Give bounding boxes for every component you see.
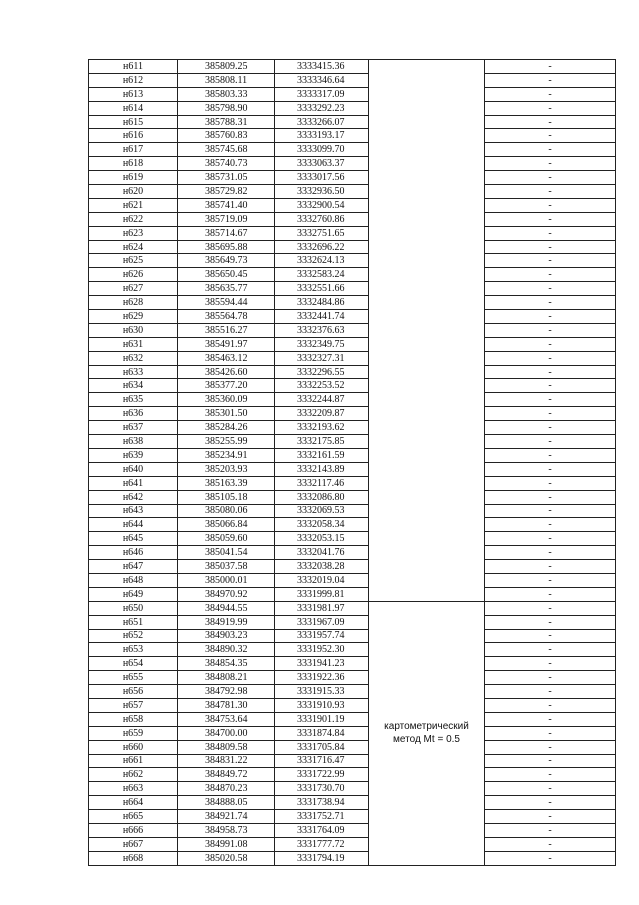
table-row [89, 254, 616, 268]
table-row [89, 379, 616, 393]
y-coordinate-cell: 3331716.47 [275, 754, 369, 768]
dash-cell: - [485, 435, 616, 449]
point-id-cell: н642 [89, 490, 178, 504]
table-row [89, 212, 616, 226]
x-coordinate-cell: 385066.84 [178, 518, 275, 532]
y-coordinate-cell: 3333292.23 [275, 101, 369, 115]
dash-cell: - [485, 754, 616, 768]
x-coordinate-cell: 384700.00 [178, 726, 275, 740]
x-coordinate-cell: 384808.21 [178, 671, 275, 685]
table-row [89, 185, 616, 199]
y-coordinate-cell: 3331941.23 [275, 657, 369, 671]
point-id-cell: н623 [89, 226, 178, 240]
y-coordinate-cell: 3332041.76 [275, 546, 369, 560]
table-row [89, 73, 616, 87]
table-row [89, 87, 616, 101]
dash-cell: - [485, 837, 616, 851]
point-id-cell: н640 [89, 462, 178, 476]
table-row [89, 393, 616, 407]
method-cell-empty [369, 60, 485, 602]
dash-cell: - [485, 185, 616, 199]
y-coordinate-cell: 3332253.52 [275, 379, 369, 393]
x-coordinate-cell: 385377.20 [178, 379, 275, 393]
table-row [89, 129, 616, 143]
table-row [89, 712, 616, 726]
point-id-cell: н621 [89, 198, 178, 212]
point-id-cell: н620 [89, 185, 178, 199]
x-coordinate-cell: 384921.74 [178, 810, 275, 824]
dash-cell: - [485, 101, 616, 115]
dash-cell: - [485, 337, 616, 351]
dash-cell: - [485, 810, 616, 824]
y-coordinate-cell: 3332193.62 [275, 421, 369, 435]
point-id-cell: н638 [89, 435, 178, 449]
y-coordinate-cell: 3332244.87 [275, 393, 369, 407]
point-id-cell: н615 [89, 115, 178, 129]
dash-cell: - [485, 740, 616, 754]
x-coordinate-cell: 385203.93 [178, 462, 275, 476]
table-row [89, 837, 616, 851]
x-coordinate-cell: 385803.33 [178, 87, 275, 101]
point-id-cell: н613 [89, 87, 178, 101]
y-coordinate-cell: 3332117.46 [275, 476, 369, 490]
x-coordinate-cell: 384854.35 [178, 657, 275, 671]
y-coordinate-cell: 3332936.50 [275, 185, 369, 199]
y-coordinate-cell: 3331752.71 [275, 810, 369, 824]
dash-cell: - [485, 532, 616, 546]
dash-cell: - [485, 379, 616, 393]
dash-cell: - [485, 365, 616, 379]
table-row [89, 671, 616, 685]
point-id-cell: н652 [89, 629, 178, 643]
table-row [89, 629, 616, 643]
table-row [89, 351, 616, 365]
table-row [89, 490, 616, 504]
y-coordinate-cell: 3332038.28 [275, 560, 369, 574]
x-coordinate-cell: 385808.11 [178, 73, 275, 87]
point-id-cell: н616 [89, 129, 178, 143]
dash-cell: - [485, 560, 616, 574]
point-id-cell: н661 [89, 754, 178, 768]
y-coordinate-cell: 3333099.70 [275, 143, 369, 157]
table-row [89, 546, 616, 560]
point-id-cell: н651 [89, 615, 178, 629]
point-id-cell: н625 [89, 254, 178, 268]
dash-cell: - [485, 657, 616, 671]
dash-cell: - [485, 282, 616, 296]
y-coordinate-cell: 3332441.74 [275, 310, 369, 324]
table-row [89, 476, 616, 490]
y-coordinate-cell: 3332327.31 [275, 351, 369, 365]
dash-cell: - [485, 462, 616, 476]
point-id-cell: н636 [89, 407, 178, 421]
table-row [89, 282, 616, 296]
y-coordinate-cell: 3332296.55 [275, 365, 369, 379]
point-id-cell: н634 [89, 379, 178, 393]
x-coordinate-cell: 385731.05 [178, 171, 275, 185]
y-coordinate-cell: 3332376.63 [275, 323, 369, 337]
x-coordinate-cell: 384781.30 [178, 698, 275, 712]
x-coordinate-cell: 385741.40 [178, 198, 275, 212]
table-row [89, 796, 616, 810]
x-coordinate-cell: 385360.09 [178, 393, 275, 407]
table-row [89, 323, 616, 337]
x-coordinate-cell: 385809.25 [178, 60, 275, 74]
point-id-cell: н645 [89, 532, 178, 546]
table-row [89, 726, 616, 740]
point-id-cell: н622 [89, 212, 178, 226]
x-coordinate-cell: 385255.99 [178, 435, 275, 449]
y-coordinate-cell: 3333063.37 [275, 157, 369, 171]
dash-cell: - [485, 157, 616, 171]
x-coordinate-cell: 384903.23 [178, 629, 275, 643]
y-coordinate-cell: 3332583.24 [275, 268, 369, 282]
x-coordinate-cell: 385426.60 [178, 365, 275, 379]
dash-cell: - [485, 490, 616, 504]
table-row [89, 685, 616, 699]
y-coordinate-cell: 3331967.09 [275, 615, 369, 629]
table-row [89, 504, 616, 518]
x-coordinate-cell: 385059.60 [178, 532, 275, 546]
point-id-cell: н611 [89, 60, 178, 74]
x-coordinate-cell: 385714.67 [178, 226, 275, 240]
point-id-cell: н624 [89, 240, 178, 254]
y-coordinate-cell: 3332086.80 [275, 490, 369, 504]
point-id-cell: н668 [89, 851, 178, 865]
point-id-cell: н643 [89, 504, 178, 518]
dash-cell: - [485, 226, 616, 240]
x-coordinate-cell: 384944.55 [178, 601, 275, 615]
y-coordinate-cell: 3332209.87 [275, 407, 369, 421]
x-coordinate-cell: 385729.82 [178, 185, 275, 199]
x-coordinate-cell: 385020.58 [178, 851, 275, 865]
table-row [89, 171, 616, 185]
x-coordinate-cell: 384888.05 [178, 796, 275, 810]
table-row [89, 698, 616, 712]
x-coordinate-cell: 384970.92 [178, 587, 275, 601]
y-coordinate-cell: 3331915.33 [275, 685, 369, 699]
point-id-cell: н654 [89, 657, 178, 671]
y-coordinate-cell: 3331794.19 [275, 851, 369, 865]
table-row [89, 240, 616, 254]
point-id-cell: н666 [89, 823, 178, 837]
dash-cell: - [485, 171, 616, 185]
dash-cell: - [485, 448, 616, 462]
dash-cell: - [485, 323, 616, 337]
dash-cell: - [485, 240, 616, 254]
x-coordinate-cell: 385234.91 [178, 448, 275, 462]
table-row [89, 810, 616, 824]
x-coordinate-cell: 385080.06 [178, 504, 275, 518]
x-coordinate-cell: 384870.23 [178, 782, 275, 796]
y-coordinate-cell: 3333017.56 [275, 171, 369, 185]
x-coordinate-cell: 385491.97 [178, 337, 275, 351]
table-row [89, 754, 616, 768]
table-row [89, 823, 616, 837]
method-cell: картометрический метод Mt = 0.5 [369, 601, 485, 865]
dash-cell: - [485, 504, 616, 518]
y-coordinate-cell: 3332069.53 [275, 504, 369, 518]
x-coordinate-cell: 384919.99 [178, 615, 275, 629]
table-row [89, 101, 616, 115]
y-coordinate-cell: 3331981.97 [275, 601, 369, 615]
x-coordinate-cell: 384809.58 [178, 740, 275, 754]
dash-cell: - [485, 407, 616, 421]
y-coordinate-cell: 3331777.72 [275, 837, 369, 851]
point-id-cell: н647 [89, 560, 178, 574]
x-coordinate-cell: 385000.01 [178, 573, 275, 587]
point-id-cell: н633 [89, 365, 178, 379]
x-coordinate-cell: 385788.31 [178, 115, 275, 129]
x-coordinate-cell: 384991.08 [178, 837, 275, 851]
point-id-cell: н650 [89, 601, 178, 615]
y-coordinate-cell: 3332349.75 [275, 337, 369, 351]
dash-cell: - [485, 296, 616, 310]
y-coordinate-cell: 3332484.86 [275, 296, 369, 310]
table-row [89, 560, 616, 574]
point-id-cell: н617 [89, 143, 178, 157]
y-coordinate-cell: 3331901.19 [275, 712, 369, 726]
table-row [89, 435, 616, 449]
point-id-cell: н663 [89, 782, 178, 796]
point-id-cell: н635 [89, 393, 178, 407]
dash-cell: - [485, 310, 616, 324]
x-coordinate-cell: 385594.44 [178, 296, 275, 310]
table-row [89, 643, 616, 657]
dash-cell: - [485, 421, 616, 435]
point-id-cell: н660 [89, 740, 178, 754]
x-coordinate-cell: 385760.83 [178, 129, 275, 143]
point-id-cell: н627 [89, 282, 178, 296]
dash-cell: - [485, 129, 616, 143]
table-row [89, 740, 616, 754]
point-id-cell: н646 [89, 546, 178, 560]
table-row [89, 365, 616, 379]
dash-cell: - [485, 254, 616, 268]
point-id-cell: н641 [89, 476, 178, 490]
point-id-cell: н655 [89, 671, 178, 685]
x-coordinate-cell: 385463.12 [178, 351, 275, 365]
y-coordinate-cell: 3332143.89 [275, 462, 369, 476]
table-row [89, 587, 616, 601]
dash-cell: - [485, 629, 616, 643]
table-row [89, 573, 616, 587]
dash-cell: - [485, 671, 616, 685]
dash-cell: - [485, 198, 616, 212]
dash-cell: - [485, 768, 616, 782]
point-id-cell: н649 [89, 587, 178, 601]
x-coordinate-cell: 384792.98 [178, 685, 275, 699]
dash-cell: - [485, 712, 616, 726]
x-coordinate-cell: 384849.72 [178, 768, 275, 782]
point-id-cell: н632 [89, 351, 178, 365]
point-id-cell: н631 [89, 337, 178, 351]
table-row [89, 601, 616, 615]
x-coordinate-cell: 385798.90 [178, 101, 275, 115]
x-coordinate-cell: 384890.32 [178, 643, 275, 657]
y-coordinate-cell: 3333346.64 [275, 73, 369, 87]
point-id-cell: н667 [89, 837, 178, 851]
dash-cell: - [485, 643, 616, 657]
table-row [89, 448, 616, 462]
point-id-cell: н614 [89, 101, 178, 115]
x-coordinate-cell: 385516.27 [178, 323, 275, 337]
table-row [89, 268, 616, 282]
x-coordinate-cell: 384831.22 [178, 754, 275, 768]
y-coordinate-cell: 3332551.66 [275, 282, 369, 296]
point-id-cell: н664 [89, 796, 178, 810]
dash-cell: - [485, 796, 616, 810]
x-coordinate-cell: 385649.73 [178, 254, 275, 268]
dash-cell: - [485, 587, 616, 601]
x-coordinate-cell: 385105.18 [178, 490, 275, 504]
table-row [89, 532, 616, 546]
point-id-cell: н618 [89, 157, 178, 171]
dash-cell: - [485, 268, 616, 282]
point-id-cell: н629 [89, 310, 178, 324]
dash-cell: - [485, 351, 616, 365]
dash-cell: - [485, 73, 616, 87]
point-id-cell: н637 [89, 421, 178, 435]
x-coordinate-cell: 385301.50 [178, 407, 275, 421]
dash-cell: - [485, 823, 616, 837]
point-id-cell: н662 [89, 768, 178, 782]
point-id-cell: н657 [89, 698, 178, 712]
y-coordinate-cell: 3332019.04 [275, 573, 369, 587]
y-coordinate-cell: 3332624.13 [275, 254, 369, 268]
coordinates-table-body [89, 60, 616, 866]
table-row [89, 226, 616, 240]
y-coordinate-cell: 3332751.65 [275, 226, 369, 240]
dash-cell: - [485, 685, 616, 699]
table-row [89, 115, 616, 129]
x-coordinate-cell: 385564.78 [178, 310, 275, 324]
x-coordinate-cell: 384753.64 [178, 712, 275, 726]
dash-cell: - [485, 546, 616, 560]
y-coordinate-cell: 3331910.93 [275, 698, 369, 712]
table-row [89, 407, 616, 421]
y-coordinate-cell: 3331957.74 [275, 629, 369, 643]
y-coordinate-cell: 3331952.30 [275, 643, 369, 657]
table-row [89, 60, 616, 74]
point-id-cell: н653 [89, 643, 178, 657]
dash-cell: - [485, 601, 616, 615]
point-id-cell: н658 [89, 712, 178, 726]
point-id-cell: н648 [89, 573, 178, 587]
y-coordinate-cell: 3331705.84 [275, 740, 369, 754]
dash-cell: - [485, 615, 616, 629]
dash-cell: - [485, 726, 616, 740]
y-coordinate-cell: 3332900.54 [275, 198, 369, 212]
x-coordinate-cell: 385037.58 [178, 560, 275, 574]
table-row [89, 296, 616, 310]
dash-cell: - [485, 851, 616, 865]
dash-cell: - [485, 143, 616, 157]
x-coordinate-cell: 384958.73 [178, 823, 275, 837]
x-coordinate-cell: 385745.68 [178, 143, 275, 157]
y-coordinate-cell: 3332175.85 [275, 435, 369, 449]
x-coordinate-cell: 385740.73 [178, 157, 275, 171]
dash-cell: - [485, 393, 616, 407]
y-coordinate-cell: 3331730.70 [275, 782, 369, 796]
coordinates-table [88, 59, 616, 866]
y-coordinate-cell: 3331764.09 [275, 823, 369, 837]
table-row [89, 615, 616, 629]
table-row [89, 657, 616, 671]
dash-cell: - [485, 212, 616, 226]
table-row [89, 782, 616, 796]
x-coordinate-cell: 385695.88 [178, 240, 275, 254]
table-row [89, 198, 616, 212]
y-coordinate-cell: 3332696.22 [275, 240, 369, 254]
point-id-cell: н644 [89, 518, 178, 532]
y-coordinate-cell: 3333317.09 [275, 87, 369, 101]
y-coordinate-cell: 3331738.94 [275, 796, 369, 810]
table-row [89, 421, 616, 435]
x-coordinate-cell: 385041.54 [178, 546, 275, 560]
dash-cell: - [485, 115, 616, 129]
table-row [89, 157, 616, 171]
y-coordinate-cell: 3332760.86 [275, 212, 369, 226]
point-id-cell: н659 [89, 726, 178, 740]
point-id-cell: н665 [89, 810, 178, 824]
dash-cell: - [485, 476, 616, 490]
table-row [89, 462, 616, 476]
dash-cell: - [485, 698, 616, 712]
x-coordinate-cell: 385635.77 [178, 282, 275, 296]
y-coordinate-cell: 3331922.36 [275, 671, 369, 685]
dash-cell: - [485, 782, 616, 796]
x-coordinate-cell: 385719.09 [178, 212, 275, 226]
x-coordinate-cell: 385650.45 [178, 268, 275, 282]
y-coordinate-cell: 3333415.36 [275, 60, 369, 74]
x-coordinate-cell: 385284.26 [178, 421, 275, 435]
y-coordinate-cell: 3332053.15 [275, 532, 369, 546]
dash-cell: - [485, 573, 616, 587]
dash-cell: - [485, 87, 616, 101]
y-coordinate-cell: 3332058.34 [275, 518, 369, 532]
y-coordinate-cell: 3331722.99 [275, 768, 369, 782]
table-row [89, 851, 616, 865]
point-id-cell: н612 [89, 73, 178, 87]
y-coordinate-cell: 3331874.84 [275, 726, 369, 740]
point-id-cell: н639 [89, 448, 178, 462]
y-coordinate-cell: 3331999.81 [275, 587, 369, 601]
table-row [89, 518, 616, 532]
point-id-cell: н626 [89, 268, 178, 282]
point-id-cell: н628 [89, 296, 178, 310]
table-row [89, 337, 616, 351]
dash-cell: - [485, 60, 616, 74]
y-coordinate-cell: 3332161.59 [275, 448, 369, 462]
y-coordinate-cell: 3333193.17 [275, 129, 369, 143]
dash-cell: - [485, 518, 616, 532]
table-row [89, 143, 616, 157]
point-id-cell: н656 [89, 685, 178, 699]
y-coordinate-cell: 3333266.07 [275, 115, 369, 129]
table-row [89, 310, 616, 324]
table-row [89, 768, 616, 782]
point-id-cell: н630 [89, 323, 178, 337]
x-coordinate-cell: 385163.39 [178, 476, 275, 490]
point-id-cell: н619 [89, 171, 178, 185]
